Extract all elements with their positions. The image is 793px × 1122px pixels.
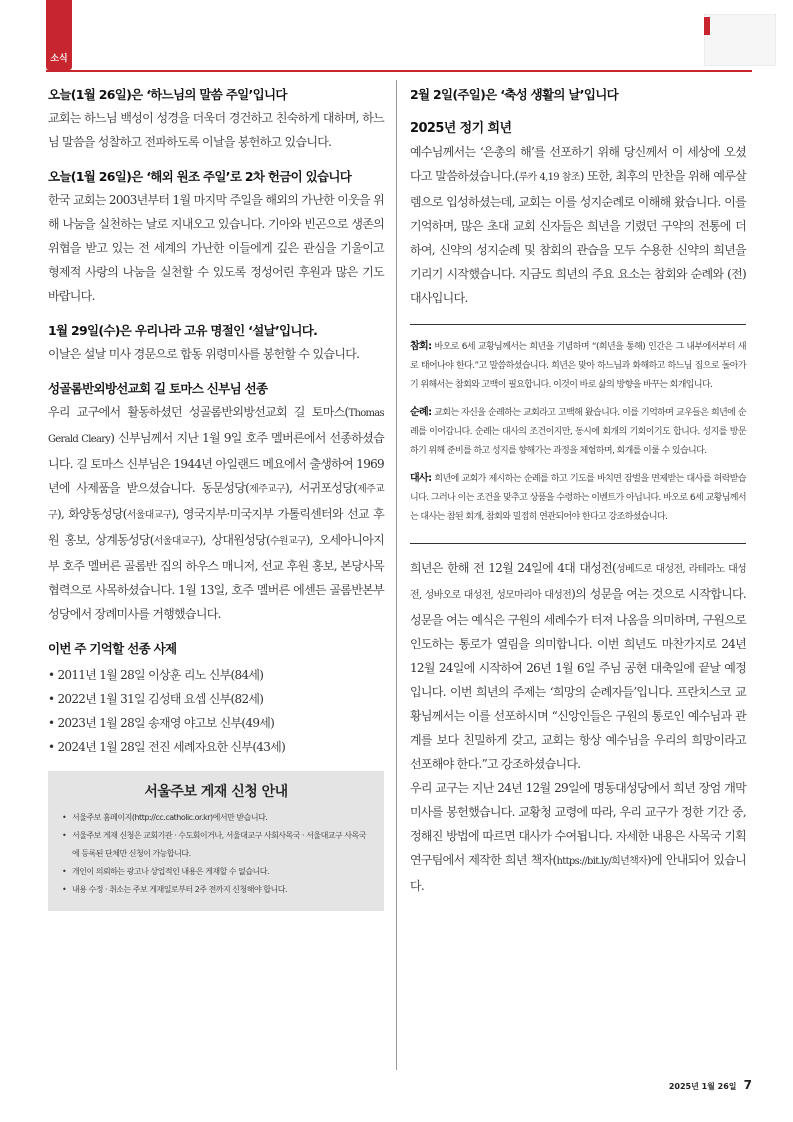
jubilee-glossary-box xyxy=(410,324,746,544)
notice-word-sunday-body: 교회는 하느님 백성이 성경을 더욱더 경건하고 친숙하게 대하며, 하느님 말씀을 성찰하고 전파하도록 이날을 봉헌하고 있습니다. xyxy=(48,111,384,149)
column-divider xyxy=(396,80,397,1070)
notice-seollal-body: 이날은 설날 미사 경문으로 합동 위령미사를 봉헌할 수 있습니다. xyxy=(48,347,360,361)
notice-consecrated-life-title: 2월 2일(주일)은 ‘축성 생활의 날’입니다 xyxy=(410,87,618,102)
list-item: • 2024년 1월 28일 전진 세례자요한 신부(43세) xyxy=(48,735,384,759)
submission-info-title: 서울주보 게재 신청 안내 xyxy=(144,784,288,800)
list-item: • 서울주보 홈페이지(http://cc.catholic.or.kr)에서만 받습니다. xyxy=(62,809,370,827)
jubilee-subtitle: 2025년 정기 희년 xyxy=(410,121,512,136)
section-tab-label: 소식 xyxy=(50,54,68,64)
jubilee-intro-body: 예수님께서는 ‘은총의 해’를 선포하기 위해 당신께서 이 세상에 오셨다고 말씀하셨습니다.(루카 4,19 참조) 또한, 최후의 만찬을 위해 예루살렘으로 입성하셨는데, 교회는 이를 성지순례로 이해해 왔습니다. 이를 기억하며, 많은 초대 교회 신자들은 희년을 기렸던 구약의 전통에 더하여, 신약의 성지순례 및 참회의 관습을 모두 수용한 신약의 희년을 기리기 시작했습니다. 지금도 희년의 주요 요소는 참회와 순례와 (전)대사입니다. xyxy=(410,145,747,305)
right-column xyxy=(410,84,746,898)
glossary-item-pilgrimage: 순례: 교회는 자신을 순례하는 교회라고 고백해 왔습니다. 이를 기억하며 교우들은 희년에 순례를 이어갑니다. 순례는 대사의 조건이지만, 동시에 회개의 기회이기도 합니다. 성지를 방문하기 위해 준비를 하고 성지를 향해가는 과정을 체험하며, 회개를 이룰 수 있습니다. xyxy=(410,407,746,456)
list-item: • 개인이 의뢰하는 광고나 상업적인 내용은 게재할 수 없습니다. xyxy=(62,863,370,881)
jubilee-diocese-body: 우리 교구는 지난 24년 12월 29일에 명동대성당에서 희년 장엄 개막 미사를 봉헌했습니다. 교황청 교령에 따라, 우리 교구가 정한 기간 중, 정해진 방법에 따르면 대사가 수여됩니다. 자세한 내용은 사목국 기획연구팀에서 제작한 희년 책자(https://bit.ly/희년책자)에 안내되어 있습니다. xyxy=(410,781,746,893)
list-item: • 서울주보 게재 신청은 교회기관 · 수도회이거나, 서울대교구 사회사목국 · 서울대교구 사목국에 등록된 단체만 신청이 가능합니다. xyxy=(62,827,370,863)
glossary-item-indulgence: 대사: 희년에 교회가 제시하는 순례를 하고 기도를 바치면 잠벌을 면제받는 대사를 허락받습니다. 그러나 이는 조건을 맞추고 상품을 수령하는 이벤트가 아닙니다. 바오로 6세 교황님께서는 대사는 참된 회개, 참회와 밀접히 연관되어야 한다고 강조하셨습니다. xyxy=(410,473,747,522)
notice-word-sunday-title: 오늘(1월 26일)은 ‘하느님의 말씀 주일’입니다 xyxy=(48,87,287,102)
page-number: 7 xyxy=(743,1078,752,1092)
issue-date: 2025년 1월 26일 xyxy=(668,1082,737,1091)
jubilee-holy-door-body: 희년은 한해 전 12월 24일에 4대 대성전(성베드로 대성전, 라테라노 대성전, 성바오로 대성전, 성모마리아 대성전)의 성문을 여는 것으로 시작합니다. 성문을 여는 예식은 구원의 세례수가 터져 나옴을 의미하며, 구원으로 인도하는 통로가 열림을 의미합니다. 이번 희년도 마찬가지로 24년 12월 24일에 시작하여 26년 1월 6일 주님 공현 대축일에 끝날 예정입니다. 이번 희년의 주제는 ‘희망의 순례자들’입니다. 프란치스코 교황님께서는 이를 선포하시며 “신앙인들은 구원의 통로인 예수님과 관계를 보다 친밀하게 갖고, 교회는 항상 예수님을 우리의 희망이라고 선포해야 한다.”고 강조하셨습니다. xyxy=(410,561,746,771)
glossary-item-penance: 참회: 바오로 6세 교황님께서는 희년을 기념하며 “(희년을 통해) 인간은 그 내부에서부터 새로 태어나야 한다.”고 말씀하셨습니다. 희년은 맞아 하느님과 화해하고 하느님 집으로 돌아가기 위해서는 참회와 고백이 필요합니다. 이것이 바로 삶의 방향을 바꾸는 회개입니다. xyxy=(410,341,746,390)
left-column xyxy=(48,84,384,911)
list-item: • 내용 수정 · 취소는 주보 게재일로부터 2주 전까지 신청해야 합니다. xyxy=(62,881,370,899)
list-item: • 2022년 1월 31일 김성태 요셉 신부(82세) xyxy=(48,687,384,711)
header-rule xyxy=(46,70,752,72)
submission-info-box xyxy=(48,771,384,911)
submission-info-list xyxy=(62,809,370,899)
jubilee-booklet-link[interactable]: https://bit.ly/희년책자 xyxy=(556,856,647,867)
notice-obituary-title: 성골롬반외방선교회 길 토마스 신부님 선종 xyxy=(48,381,268,396)
notice-overseas-aid-title: 오늘(1월 26일)은 ‘해외 원조 주일’로 2차 헌금이 있습니다 xyxy=(48,169,352,184)
list-item: • 2023년 1월 28일 송재영 야고보 신부(49세) xyxy=(48,711,384,735)
section-tab xyxy=(46,0,72,70)
deceased-priests-title: 이번 주 기억할 선종 사제 xyxy=(48,641,177,656)
page-footer xyxy=(669,1074,752,1093)
list-item: • 2011년 1월 28일 이상훈 리노 신부(84세) xyxy=(48,663,384,687)
corner-stamp xyxy=(704,14,776,66)
notice-overseas-aid-body: 한국 교회는 2003년부터 1월 마지막 주일을 해외의 가난한 이웃을 위해 나눔을 실천하는 날로 지내오고 있습니다. 기아와 빈곤으로 생존의 위협을 받고 있는 전 세계의 가난한 이들에게 깊은 관심을 기울이고 형제적 사랑의 나눔을 실천할 수 있도록 정성어린 후원과 많은 기도 바랍니다. xyxy=(48,193,384,303)
notice-obituary-body: 우리 교구에서 활동하셨던 성골롬반외방선교회 길 토마스(Thomas Gerald Cleary) 신부님께서 지난 1월 9일 호주 멜버른에서 선종하셨습니다. 길 토마스 신부님은 1944년 아일랜드 메요에서 출생하여 1969년에 사제품을 받으셨습니다. 동문성당(제주교구), 서귀포성당(제주교구), 화양동성당(서울대교구), 영국지부·미국지부 가톨릭센터와 선교 후원 홍보, 상계동성당(서울대교구), 상대원성당(수원교구), 오세아니아지부 호주 멜버른 골롬반 집의 하우스 매니저, 선교 후원 홍보, 본당사목 협력으로 사목하셨습니다. 1월 13일, 호주 멜버른 에센든 골롬반본부 성당에서 장례미사를 거행했습니다. xyxy=(48,405,385,621)
deceased-priests-list xyxy=(48,663,384,759)
notice-seollal-title: 1월 29일(수)은 우리나라 고유 명절인 ‘설날’입니다. xyxy=(48,323,318,338)
